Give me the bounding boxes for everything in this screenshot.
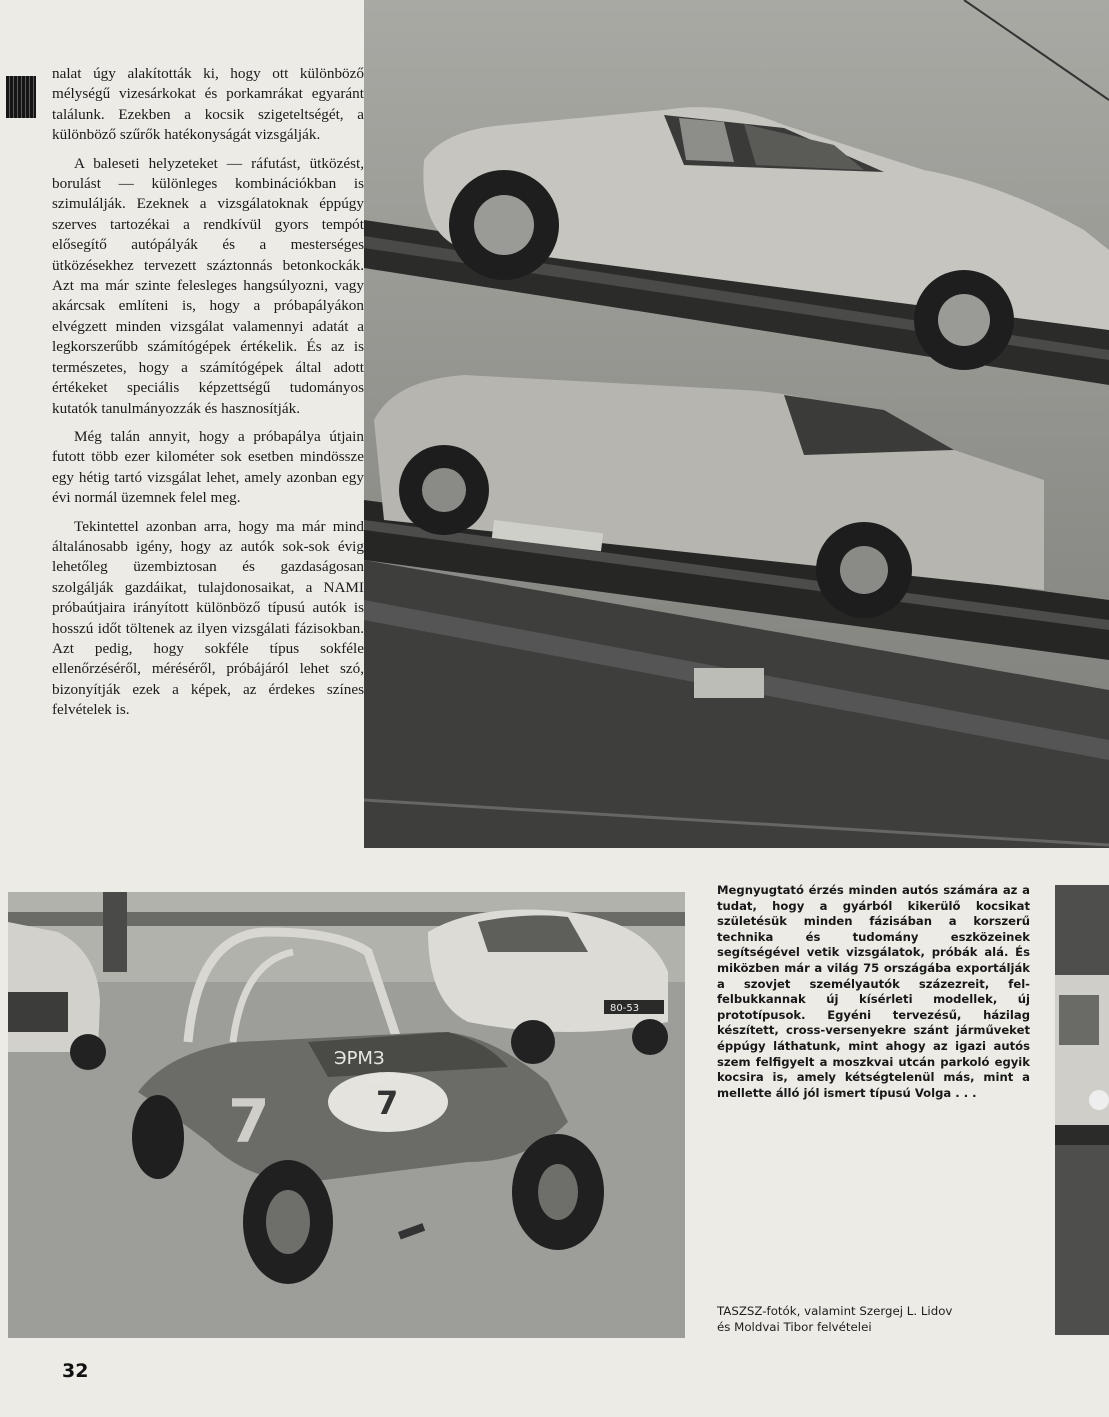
article-paragraph: Még talán annyit, hogy a próbapálya útjain futott több ezer kilométer sok esetben mindössze egy hétig tartó vizsgálat lehet, amely azonban egy évi normál üzemnek felel meg. xyxy=(52,427,364,507)
column-marker xyxy=(6,76,36,118)
car-transporter-photo xyxy=(364,0,1109,848)
article-paragraph: A baleseti helyzeteket — ráfutást, ütközést, borulást — különleges kombinációkban is szimulálják. Ezeknek a vizsgálatoknak éppúgy szerves tartozékai a rendkívül gyors tempót elősegítő autópályák és a mesterséges ütközésekhez tervezett száztonnás betonkockák. Azt ma már szinte felesleges hangsúlyozni, vagy akárcsak említeni is, hogy a próbapályákon elvégzett minden vizsgálat valamennyi adatát a legkorszerűbb számítógépek értékelik. És az is természetes, hogy a számítógépek által adott értékeket speciális képzettségű tudományos kutatók tanulmányozzák és hasznosítják. xyxy=(52,154,364,417)
article-paragraph: Tekintettel azonban arra, hogy ma már mind általánosabb igény, hogy az autók sok-sok évig lehetőleg üzembiztosan és gazdaságosan szolgálják gazdáikat, tulajdonosaikat, a NAMI próbaútjaira irányított különböző típusú autók is hosszú időt töltenek az ilyen vizsgálati fázisokban. Azt pedig, hogy sokféle típus sokféle ellenőrzéséről, méréséről, próbájáról lehet szó, bizonyítják ezek a képek, az érdekes színes felvételek is. xyxy=(52,517,364,719)
race-number-text: 7 xyxy=(376,1084,399,1122)
photo-credit xyxy=(717,1303,1047,1335)
parked-car-photo xyxy=(1055,885,1109,1335)
page-number: 32 xyxy=(62,1360,89,1382)
photo-credit-line: és Moldvai Tibor felvételei xyxy=(717,1320,872,1334)
hood-badge-text: ЭРМЗ xyxy=(334,1048,385,1069)
photo-credit-line: TASZSZ-fotók, valamint Szergej L. Lidov xyxy=(717,1304,953,1318)
hood-sub-text: БАГГИ xyxy=(368,1074,402,1085)
plate-text: 80-53 xyxy=(610,1003,640,1014)
photo-caption: Megnyugtató érzés minden autós számára az a tudat, hogy a gyárból kikerülő kocsikat születésük minden fázisában a korszerű technika és tudomány eszközeinek segítségével vetik vizsgálatok, próbák alá. És miközben már a világ 75 országába exportálják a szovjet személyautók százezreit, fel-felbukkannak új kísérleti modellek, új prototípusok. Egyéni tervezésű, házilag készített, cross-versenyekre szánt járműveket éppúgy láthatunk, mint ahogy az igazi autós szem felfigyelt a moszkvai utcán parkoló egyik kocsira is, amely kétségtelenül más, mint a mellette álló jól ismert típusú Volga . . . xyxy=(717,883,1030,1100)
article-column xyxy=(52,64,364,729)
buggy-photo xyxy=(8,892,685,1338)
article-paragraph: nalat úgy alakították ki, hogy ott különböző mélységű vizesárkokat és porkamrákat egyaránt találunk. Ezekben a kocsik szigeteltségét, a különböző szűrők hatékonyságát vizsgálják. xyxy=(52,65,364,144)
svg-text:7: 7 xyxy=(228,1087,270,1157)
